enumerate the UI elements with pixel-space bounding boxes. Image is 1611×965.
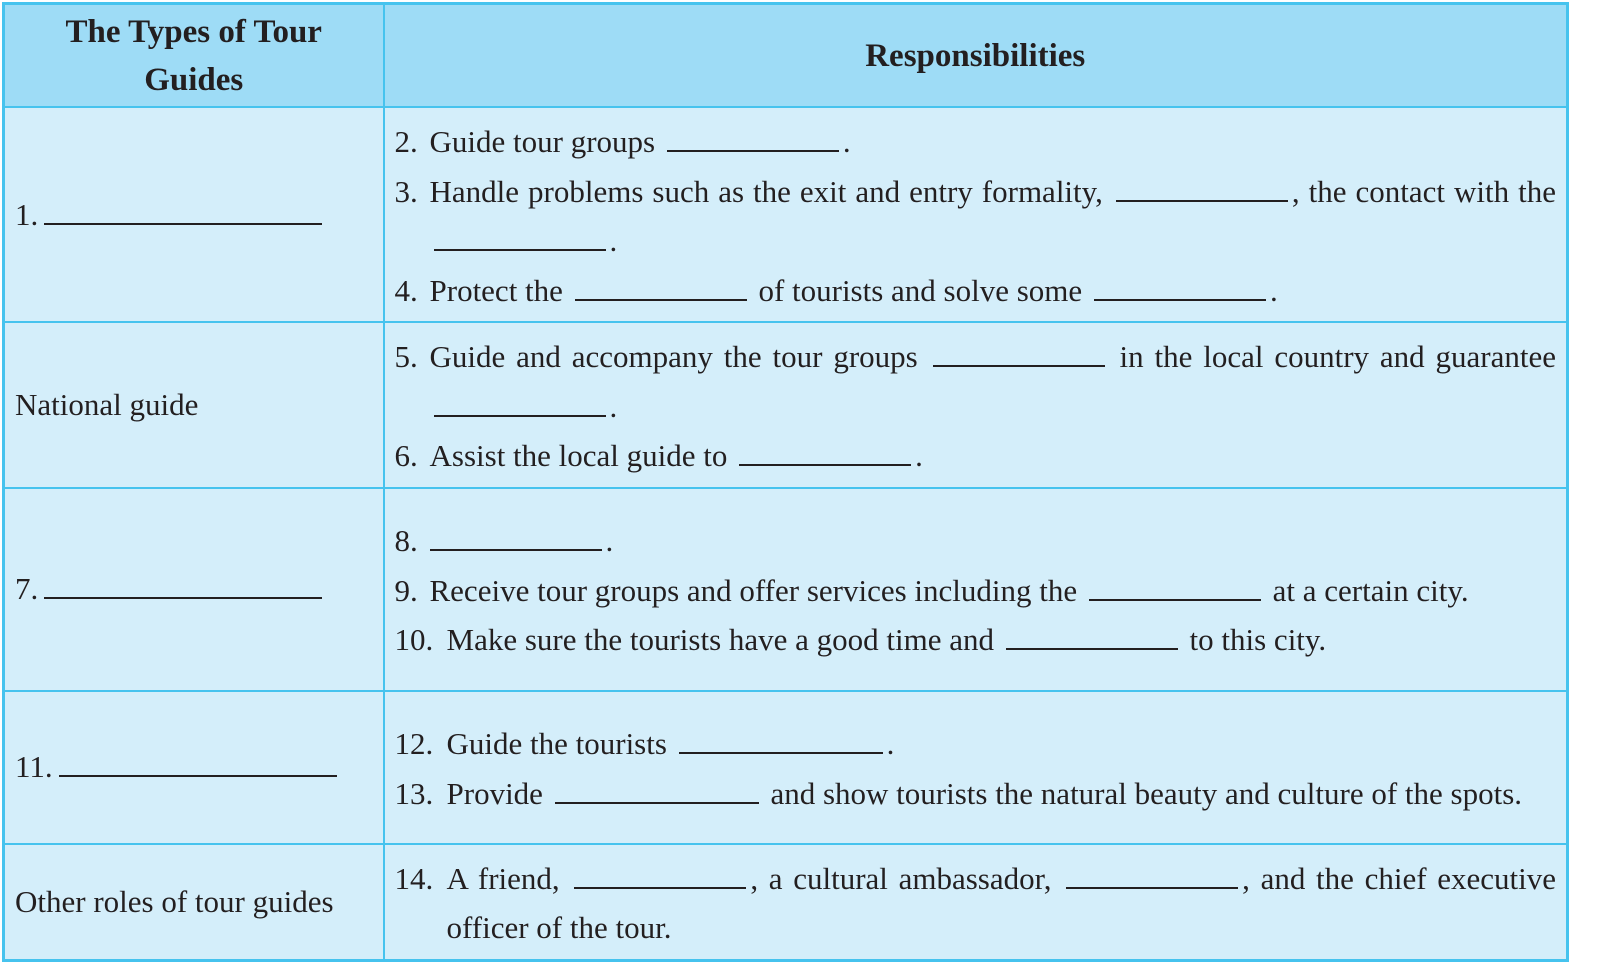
table-row xyxy=(4,107,1568,322)
list-item xyxy=(395,615,1557,665)
list-item xyxy=(395,719,1557,769)
type-cell-4 xyxy=(4,691,384,844)
item-number: 3. xyxy=(394,173,418,209)
item-text: . xyxy=(842,124,851,159)
answer-blank[interactable] xyxy=(434,223,606,251)
item-text: at a certain city. xyxy=(1272,572,1469,608)
table-row xyxy=(4,322,1568,488)
list-item xyxy=(395,769,1557,819)
answer-blank[interactable] xyxy=(555,776,759,804)
answer-blank[interactable] xyxy=(1066,861,1238,889)
item-text: Receive tour groups and offer services including the xyxy=(429,572,1078,608)
item-number: 14. xyxy=(394,860,434,896)
list-item xyxy=(395,332,1557,431)
item-text: and show tourists the natural beauty and culture of the spots. xyxy=(770,775,1523,811)
list-item xyxy=(395,566,1557,616)
answer-blank[interactable] xyxy=(44,571,322,599)
item-number: 12. xyxy=(394,726,434,761)
item-text: . xyxy=(609,388,618,424)
tour-guides-table xyxy=(2,2,1569,962)
header-types-of-tour-guides xyxy=(4,4,384,108)
item-number: 2. xyxy=(394,124,418,159)
answer-blank[interactable] xyxy=(1116,174,1288,202)
item-number: 9. xyxy=(394,572,418,608)
answer-blank[interactable] xyxy=(574,861,746,889)
type-cell-3 xyxy=(4,488,384,691)
type-cell-2: National guide xyxy=(4,322,384,488)
answer-blank[interactable] xyxy=(739,438,911,466)
table-row xyxy=(4,488,1568,691)
header-responsibilities: Responsibilities xyxy=(384,4,1568,108)
item-text: Make sure the tourists have a good time and xyxy=(446,622,995,658)
item-text: Guide the tourists xyxy=(446,726,667,761)
table-row xyxy=(4,691,1568,844)
item-text: . xyxy=(915,438,923,473)
type-label: 1. xyxy=(15,196,39,232)
answer-blank[interactable] xyxy=(434,389,606,417)
item-text: A friend, xyxy=(446,860,560,896)
answer-blank[interactable] xyxy=(575,273,747,301)
item-text: Assist the local guide to xyxy=(429,438,728,473)
item-number: 8. xyxy=(394,523,418,559)
responsibilities-cell-3 xyxy=(384,488,1568,691)
answer-blank[interactable] xyxy=(44,197,322,225)
item-text: , and the chief executive officer of the tour. xyxy=(446,860,1557,945)
item-text: . xyxy=(609,223,618,258)
table-row xyxy=(4,844,1568,961)
item-text: , the contact with the xyxy=(1291,173,1556,209)
answer-blank[interactable] xyxy=(430,523,602,551)
answer-blank[interactable] xyxy=(933,339,1105,367)
header-col1-text: The Types of Tour Guides xyxy=(65,13,322,98)
list-item xyxy=(395,117,1557,167)
type-cell-1 xyxy=(4,107,384,322)
item-text: to this city. xyxy=(1189,622,1327,658)
item-number: 4. xyxy=(394,272,418,308)
responsibilities-cell-2 xyxy=(384,322,1568,488)
item-number: 13. xyxy=(394,775,434,811)
item-number: 5. xyxy=(394,339,418,374)
answer-blank[interactable] xyxy=(1094,273,1266,301)
item-number: 10. xyxy=(394,622,434,658)
list-item xyxy=(395,516,1557,566)
item-text: Protect the xyxy=(429,272,563,308)
item-text: Guide tour groups xyxy=(429,124,656,159)
list-item xyxy=(395,854,1557,953)
answer-blank[interactable] xyxy=(679,726,883,754)
type-label: 7. xyxy=(15,571,39,607)
item-number: 6. xyxy=(394,438,418,473)
answer-blank[interactable] xyxy=(1006,622,1178,650)
answer-blank[interactable] xyxy=(667,124,839,152)
responsibilities-cell-5 xyxy=(384,844,1568,961)
item-text: . xyxy=(605,523,614,559)
list-item xyxy=(395,431,1557,481)
type-label: 11. xyxy=(15,749,53,785)
list-item xyxy=(395,167,1557,266)
item-text: . xyxy=(1269,272,1278,308)
item-text: Provide xyxy=(446,775,543,811)
item-text: . xyxy=(886,726,895,761)
answer-blank[interactable] xyxy=(1089,573,1261,601)
responsibilities-cell-4 xyxy=(384,691,1568,844)
table-header-row xyxy=(4,4,1568,108)
item-text: Guide and accompany the tour groups xyxy=(429,339,918,374)
list-item xyxy=(395,266,1557,316)
item-text: Handle problems such as the exit and entry formality, xyxy=(429,173,1103,209)
answer-blank[interactable] xyxy=(59,749,337,777)
item-text: of tourists and solve some xyxy=(758,272,1083,308)
type-cell-5: Other roles of tour guides xyxy=(4,844,384,961)
item-text: in the local country and guarantee xyxy=(1119,339,1556,374)
responsibilities-cell-1 xyxy=(384,107,1568,322)
item-text: , a cultural ambassador, xyxy=(750,860,1052,896)
